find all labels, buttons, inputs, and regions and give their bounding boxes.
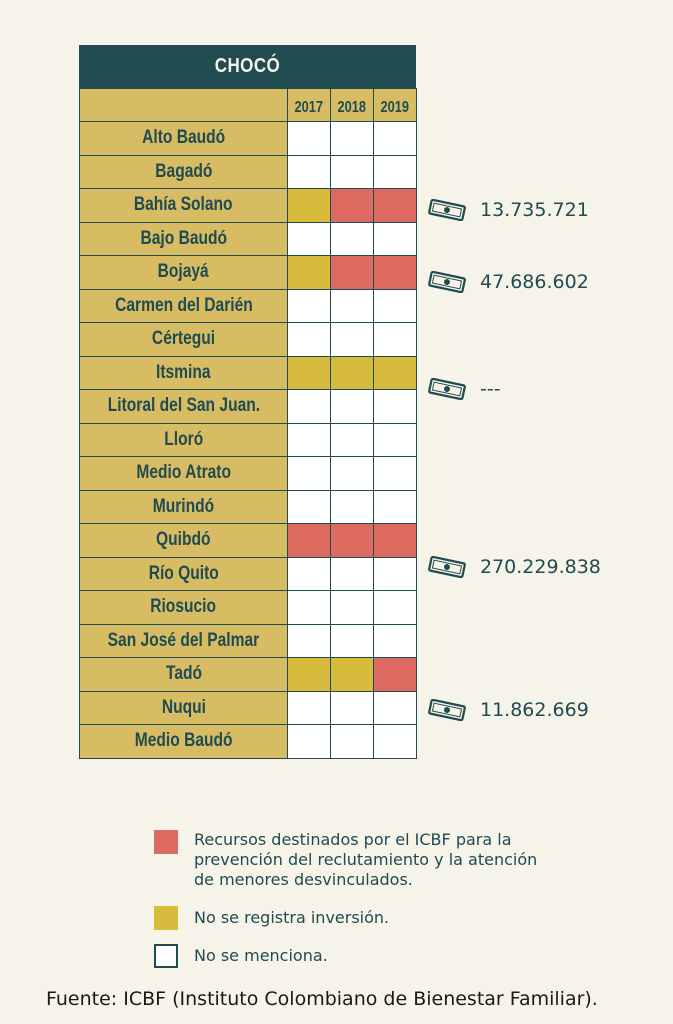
status-cell-2017 — [288, 323, 331, 357]
table-row — [80, 691, 417, 725]
municipality-name-cell — [80, 490, 288, 524]
municipality-name-cell — [80, 155, 288, 189]
table-row — [80, 423, 417, 457]
status-cell-2018 — [331, 222, 374, 256]
status-cell-2019 — [374, 524, 417, 558]
legend-label-none: No se menciona. — [194, 946, 328, 965]
legend-swatch-icbf — [154, 830, 178, 854]
status-cell-2019 — [374, 122, 417, 156]
status-cell-2019 — [374, 490, 417, 524]
status-cell-2018 — [331, 189, 374, 223]
status-cell-2018 — [331, 524, 374, 558]
status-cell-2018 — [331, 490, 374, 524]
status-cell-2018 — [331, 557, 374, 591]
municipality-name: Lloró — [164, 428, 203, 450]
status-cell-2019 — [374, 624, 417, 658]
status-cell-2017 — [288, 289, 331, 323]
status-cell-2019 — [374, 323, 417, 357]
status-cell-2019 — [374, 423, 417, 457]
status-cell-2019 — [374, 189, 417, 223]
status-cell-2018 — [331, 658, 374, 692]
status-cell-2019 — [374, 557, 417, 591]
legend-swatch-no-investment — [154, 906, 178, 930]
table-row — [80, 490, 417, 524]
status-cell-2018 — [331, 356, 374, 390]
municipality-name-cell — [80, 189, 288, 223]
banknote-icon — [428, 271, 466, 293]
amount-label — [428, 695, 589, 725]
municipality-name: Bahía Solano — [134, 194, 233, 216]
amount-value: --- — [480, 377, 501, 400]
municipality-name: Bagadó — [154, 160, 213, 182]
status-cell-2019 — [374, 256, 417, 290]
table-row — [80, 557, 417, 591]
year-header-2019: 2019 — [374, 89, 417, 122]
municipality-name: Medio Atrato — [136, 462, 231, 484]
status-cell-2019 — [374, 691, 417, 725]
status-cell-2018 — [331, 591, 374, 625]
municipality-name: Bajo Baudó — [140, 227, 227, 249]
status-cell-2018 — [331, 624, 374, 658]
amount-value: 11.862.669 — [480, 699, 589, 722]
table-title-text: CHOCÓ — [214, 55, 281, 77]
table-row — [80, 725, 417, 759]
municipality-name-cell — [80, 289, 288, 323]
source-note: Fuente: ICBF (Instituto Colombiano de Bienestar Familiar). — [46, 988, 598, 1010]
status-cell-2019 — [374, 356, 417, 390]
status-cell-2019 — [374, 725, 417, 759]
municipality-name-cell — [80, 222, 288, 256]
table-row — [80, 122, 417, 156]
status-cell-2018 — [331, 390, 374, 424]
status-cell-2019 — [374, 289, 417, 323]
table-row — [80, 390, 417, 424]
status-cell-2017 — [288, 122, 331, 156]
municipality-name-cell — [80, 624, 288, 658]
municipality-name-cell — [80, 457, 288, 491]
municipality-name: Litoral del San Juan. — [107, 395, 260, 417]
municipality-name-cell — [80, 591, 288, 625]
municipality-name: Carmen del Darién — [114, 294, 253, 316]
municipality-name: Medio Baudó — [134, 730, 233, 752]
status-cell-2017 — [288, 222, 331, 256]
header-blank-cell — [80, 89, 288, 122]
status-cell-2019 — [374, 155, 417, 189]
municipality-name-cell — [80, 323, 288, 357]
legend-swatch-none — [154, 944, 178, 968]
table-row — [80, 155, 417, 189]
table-row — [80, 356, 417, 390]
status-cell-2017 — [288, 524, 331, 558]
status-cell-2019 — [374, 390, 417, 424]
status-cell-2017 — [288, 256, 331, 290]
municipality-name-cell — [80, 390, 288, 424]
status-cell-2018 — [331, 256, 374, 290]
municipality-name-cell — [80, 423, 288, 457]
table-row — [80, 222, 417, 256]
status-cell-2017 — [288, 423, 331, 457]
municipality-name-cell — [80, 256, 288, 290]
status-cell-2018 — [331, 155, 374, 189]
municipality-name-cell — [80, 356, 288, 390]
municipality-name-cell — [80, 122, 288, 156]
municipality-name: Quibdó — [156, 529, 211, 551]
municipality-name: Murindó — [152, 495, 215, 517]
table-body — [80, 122, 417, 759]
amount-label — [428, 195, 589, 225]
status-cell-2017 — [288, 390, 331, 424]
municipality-name: Cértegui — [151, 328, 216, 350]
table-title — [79, 45, 416, 88]
table-row — [80, 524, 417, 558]
municipality-name-cell — [80, 691, 288, 725]
legend-label-icbf: Recursos destinados por el ICBF para la prevención del reclutamiento y la atención de menores desvinculados. — [194, 830, 538, 889]
status-cell-2017 — [288, 490, 331, 524]
table-row — [80, 289, 417, 323]
status-cell-2017 — [288, 189, 331, 223]
banknote-icon — [428, 378, 466, 400]
municipality-name-cell — [80, 658, 288, 692]
table-row — [80, 323, 417, 357]
banknote-icon — [428, 199, 466, 221]
year-header-2018: 2018 — [331, 89, 374, 122]
municipality-name: Itsmina — [156, 361, 211, 383]
banknote-icon — [428, 556, 466, 578]
status-cell-2018 — [331, 691, 374, 725]
status-cell-2018 — [331, 289, 374, 323]
status-cell-2017 — [288, 557, 331, 591]
municipality-name: Bojayá — [157, 261, 210, 283]
table-row — [80, 658, 417, 692]
amount-label — [428, 552, 601, 582]
banknote-icon — [428, 699, 466, 721]
status-cell-2017 — [288, 658, 331, 692]
legend-label-no-investment: No se registra inversión. — [194, 908, 390, 927]
status-cell-2019 — [374, 222, 417, 256]
municipality-name-cell — [80, 725, 288, 759]
status-cell-2018 — [331, 122, 374, 156]
status-cell-2017 — [288, 691, 331, 725]
status-cell-2017 — [288, 591, 331, 625]
municipality-table — [79, 88, 417, 759]
municipality-name: San José del Palmar — [107, 629, 260, 651]
status-cell-2017 — [288, 725, 331, 759]
municipality-name: Alto Baudó — [141, 127, 226, 149]
status-cell-2017 — [288, 624, 331, 658]
status-cell-2017 — [288, 356, 331, 390]
legend-item-none — [154, 944, 539, 968]
status-cell-2017 — [288, 457, 331, 491]
table-row — [80, 624, 417, 658]
status-cell-2018 — [331, 457, 374, 491]
status-cell-2019 — [374, 457, 417, 491]
table-row — [80, 256, 417, 290]
municipality-name: Riosucio — [150, 596, 217, 618]
status-cell-2019 — [374, 658, 417, 692]
legend-item-icbf — [154, 830, 539, 890]
status-cell-2018 — [331, 423, 374, 457]
municipality-name: Tadó — [165, 663, 202, 685]
amount-value: 13.735.721 — [480, 199, 589, 222]
status-cell-2018 — [331, 323, 374, 357]
amount-value: 47.686.602 — [480, 270, 589, 293]
municipality-name-cell — [80, 557, 288, 591]
amount-label — [428, 267, 589, 297]
year-header-row — [80, 89, 417, 122]
year-header-2017: 2017 — [288, 89, 331, 122]
table-row — [80, 591, 417, 625]
status-cell-2018 — [331, 725, 374, 759]
legend-item-no-investment — [154, 906, 539, 930]
status-cell-2019 — [374, 591, 417, 625]
table-row — [80, 189, 417, 223]
amount-label — [428, 374, 501, 404]
municipality-name: Nuqui — [161, 696, 206, 718]
municipality-name-cell — [80, 524, 288, 558]
table-row — [80, 457, 417, 491]
municipality-name: Río Quito — [148, 562, 219, 584]
status-cell-2017 — [288, 155, 331, 189]
amount-value: 270.229.838 — [480, 556, 601, 579]
